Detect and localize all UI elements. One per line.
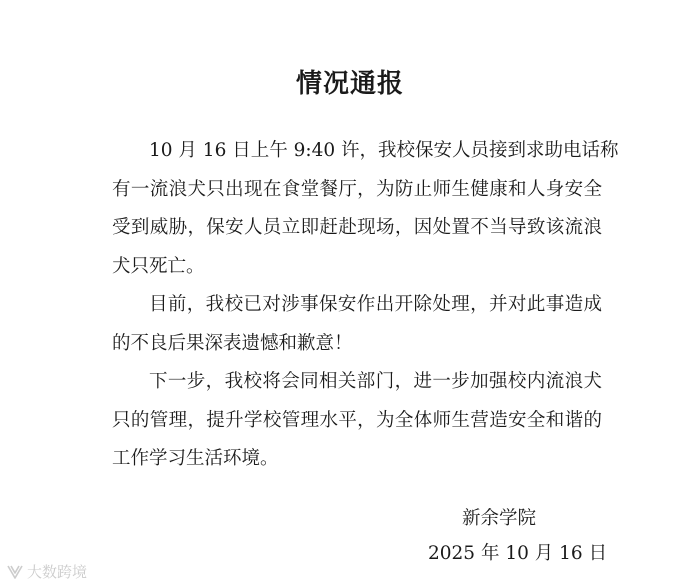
watermark-logo-icon [6, 564, 24, 580]
paragraph-line: 犬只死亡。 [112, 255, 205, 277]
paragraph-line: 受到威胁，保安人员立即赶赴现场，因处置不当导致该流浪 [112, 217, 602, 238]
paragraph-line: 下一步，我校将会同相关部门，进一步加强校内流浪犬 [149, 371, 602, 392]
paragraph-line: 的不良后果深表遗憾和歉意！ [112, 332, 353, 354]
document-body [112, 132, 619, 479]
paragraph-incident [112, 132, 619, 286]
paragraph-line: 有一流浪犬只出现在食堂餐厅，为防止师生健康和人身安全 [112, 178, 602, 200]
signature-date: 2025 年 10 月 16 日 [428, 543, 608, 564]
paragraph-next-steps [112, 363, 602, 479]
watermark [6, 563, 87, 581]
signature-organization: 新余学院 [462, 508, 537, 529]
paragraph-line: 10 月 16 日上午 9:40 许，我校保安人员接到求助电话称 [149, 140, 619, 161]
document-title: 情况通报 [295, 69, 404, 99]
watermark-text: 大数跨境 [27, 563, 88, 581]
paragraph-line: 只的管理，提升学校管理水平，为全体师生营造安全和谐的 [112, 409, 602, 431]
paragraph-handling [112, 286, 602, 363]
paragraph-line: 目前，我校已对涉事保安作出开除处理，并对此事造成 [149, 294, 602, 315]
paragraph-line: 工作学习生活环境。 [112, 448, 279, 469]
